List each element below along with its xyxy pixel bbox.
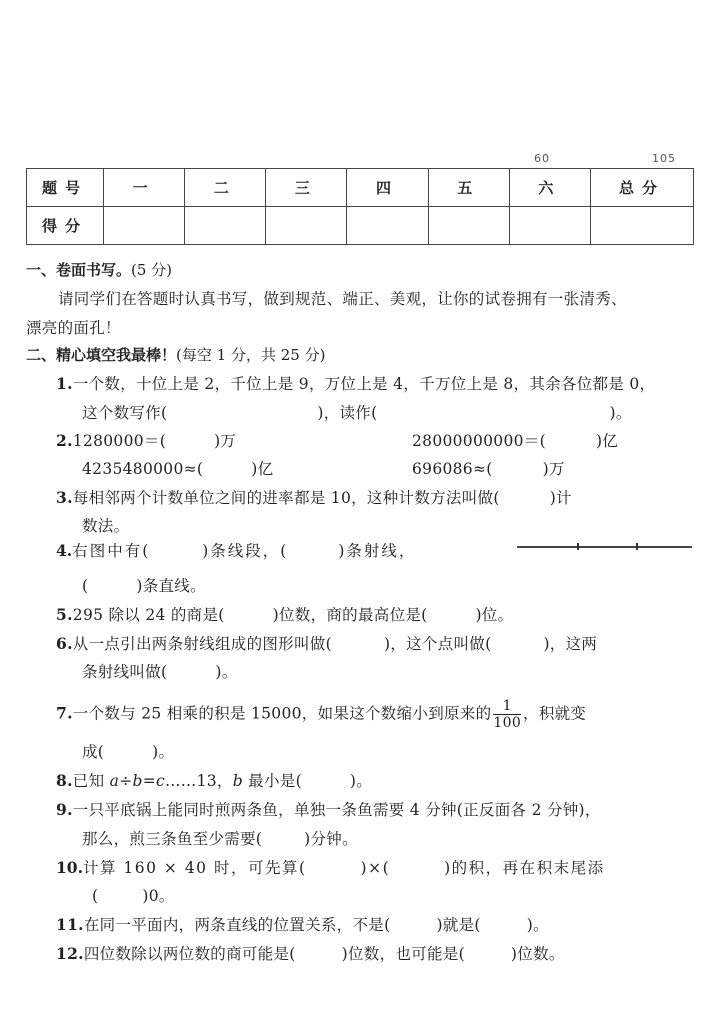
question-text: )亿: [595, 432, 619, 450]
question-1-line1: [56, 372, 655, 394]
section-1-note: (5 分): [131, 261, 173, 279]
question-text: 4235480000≈(: [82, 460, 204, 478]
variable-c: c: [155, 772, 165, 790]
question-2-line1b: [412, 429, 618, 451]
question-text: 这个数写作(: [82, 404, 168, 422]
score-cell-4[interactable]: [347, 207, 428, 245]
section-1-body-line2: 漂亮的面孔！: [26, 319, 121, 337]
column-5: 五: [428, 169, 509, 207]
question-text: )位。: [475, 606, 514, 624]
fraction-numerator: 1: [493, 698, 521, 715]
question-7-line1: [56, 698, 586, 731]
question-number: 1.: [56, 374, 73, 393]
line-point-tick: [636, 543, 638, 550]
question-text: 在同一平面内，两条直线的位置关系，不是(: [83, 916, 391, 934]
section-1-heading: [26, 259, 172, 280]
margin-number-105: 105: [652, 152, 676, 165]
question-7-line2: [82, 740, 174, 762]
question-text: 28000000000＝(: [412, 432, 546, 450]
question-number: 11.: [56, 915, 84, 934]
question-text: )的积，再在积末尾添: [444, 859, 605, 877]
question-number: 4.: [56, 541, 73, 560]
question-text: 每相邻两个计数单位之间的进率都是 10，这种计数方法叫做(: [72, 489, 500, 507]
question-text: 295 除以 24 的商是(: [72, 606, 225, 624]
line-point-tick: [577, 543, 579, 550]
question-text: )。: [349, 772, 373, 790]
question-text: 一个数，十位上是 2，千位上是 9，万位上是 4，千万位上是 8，其余各位都是 0，: [72, 375, 656, 393]
column-4: 四: [347, 169, 428, 207]
question-text: 条射线叫做(: [82, 663, 168, 681]
question-9-line2: [82, 827, 358, 849]
question-text: )条射线，: [338, 542, 417, 560]
equals-sign: =: [142, 772, 156, 790]
row-label: 得分: [27, 207, 104, 245]
question-2-line1a: [56, 429, 236, 451]
question-number: 8.: [56, 771, 73, 790]
question-text: )。: [215, 663, 238, 681]
section-1-body-line1: 请同学们在答题时认真书写，做到规范、端正、美观，让你的试卷拥有一张清秀、: [58, 290, 627, 308]
fraction-denominator: 100: [493, 715, 522, 731]
question-10-line2: [92, 884, 175, 906]
question-text: )位数，也可能是(: [341, 945, 465, 963]
question-text: )，这两: [543, 635, 598, 653]
question-number: 7.: [56, 703, 73, 723]
question-5: [56, 603, 513, 625]
section-2-title: 二、精心填空我最棒！: [26, 346, 177, 364]
question-text: )条线段，(: [202, 542, 289, 560]
question-text: )。: [152, 743, 175, 761]
question-6-line2: [82, 660, 238, 682]
question-text: 已知: [72, 772, 110, 790]
question-number: 6.: [56, 634, 73, 653]
question-text: )计: [549, 489, 572, 507]
section-2-note: (每空 1 分，共 25 分): [176, 346, 326, 364]
question-6-line1: [56, 632, 597, 654]
score-table-score-row: [27, 207, 694, 245]
column-1: 一: [104, 169, 185, 207]
question-text: )，这个点叫做(: [383, 635, 492, 653]
question-text: )0。: [142, 887, 175, 905]
header-label: 题号: [27, 169, 104, 207]
score-cell-5[interactable]: [428, 207, 509, 245]
question-2-line2a: [82, 457, 273, 479]
question-text: )就是(: [436, 916, 481, 934]
variable-b: b: [232, 772, 243, 790]
question-text: 696086≈(: [412, 460, 493, 478]
question-10-line1: [56, 856, 605, 878]
divide-sign: ÷: [119, 772, 133, 790]
variable-a: a: [109, 772, 120, 790]
question-text: )。: [526, 916, 549, 934]
question-4-line2: [82, 574, 206, 596]
question-text: 一个数与 25 相乘的积是 15000，如果这个数缩小到原来的: [72, 704, 492, 723]
question-text: )。: [609, 404, 632, 422]
score-cell-1[interactable]: [104, 207, 185, 245]
question-text: 一只平底锅上能同时煎两条鱼，单独一条鱼需要 4 分钟(正反面各 2 分钟)，: [72, 801, 601, 819]
question-text: (: [82, 577, 89, 595]
question-number: 10.: [56, 858, 83, 877]
question-text: )亿: [251, 460, 274, 478]
score-cell-2[interactable]: [185, 207, 266, 245]
question-text: )位数，商的最高位是(: [272, 606, 428, 624]
question-2-line2b: [412, 457, 565, 479]
question-9-line1: [56, 798, 601, 820]
score-cell-6[interactable]: [509, 207, 590, 245]
question-text: 成(: [82, 743, 105, 761]
score-cell-3[interactable]: [266, 207, 347, 245]
question-12: [56, 942, 565, 964]
margin-number-60: 60: [534, 152, 550, 165]
question-4-line1: [56, 539, 416, 561]
score-table: [26, 168, 694, 245]
question-text: ，积就变: [523, 704, 587, 723]
question-text: )条直线。: [136, 577, 206, 595]
question-text: )，读作(: [317, 404, 378, 422]
question-text: 计算 160 × 40 时，可先算(: [82, 859, 307, 877]
question-text: )位数。: [510, 945, 565, 963]
question-number: 5.: [56, 605, 73, 624]
question-text: )分钟。: [304, 830, 358, 848]
question-text: )万: [542, 460, 565, 478]
column-6: 六: [509, 169, 590, 207]
question-11: [56, 913, 549, 935]
column-3: 三: [266, 169, 347, 207]
score-table-header-row: [27, 169, 694, 207]
column-total: 总分: [591, 169, 694, 207]
question-text: 最小是(: [242, 772, 302, 790]
question-text: (: [92, 887, 99, 905]
question-text: 右图中有(: [72, 542, 151, 560]
question-number: 12.: [56, 944, 84, 963]
section-2-heading: [26, 344, 325, 365]
column-2: 二: [185, 169, 266, 207]
question-number: 3.: [56, 488, 73, 507]
question-number: 2.: [56, 431, 73, 450]
question-text: 从一点引出两条射线组成的图形叫做(: [72, 635, 332, 653]
question-number: 9.: [56, 800, 73, 819]
line-figure: [517, 546, 692, 548]
question-text: )万: [214, 432, 237, 450]
question-text: 那么，煎三条鱼至少需要(: [82, 830, 263, 848]
question-8: [56, 769, 372, 791]
question-text: 四位数除以两位数的商可能是(: [83, 945, 296, 963]
question-1-line2: [82, 401, 632, 423]
question-text: 1280000＝(: [72, 432, 167, 450]
fraction: [493, 698, 521, 731]
variable-b: b: [132, 772, 143, 790]
question-3-line1: [56, 486, 572, 508]
score-cell-total[interactable]: [591, 207, 694, 245]
section-1-title: 一、卷面书写。: [26, 261, 132, 279]
remainder-text: ……13，: [164, 772, 233, 790]
question-3-line2: 数法。: [82, 517, 130, 535]
question-text: )×(: [360, 859, 391, 877]
